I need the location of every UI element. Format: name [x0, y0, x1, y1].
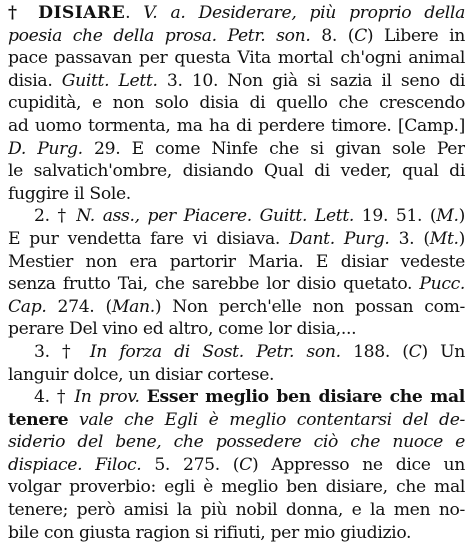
entry-line: [8, 115, 465, 138]
text-run: 5. 275. (: [141, 454, 240, 475]
text-run: 4. †: [34, 387, 75, 408]
italic-run: C: [408, 341, 422, 362]
italic-run: poesia che della prosa. Petr. son.: [8, 25, 311, 46]
text-run: ) Libere in: [366, 25, 465, 46]
entry-line: [8, 273, 465, 296]
text-run: pace passavan per questa Vita mortal ch'ogni animal: [8, 48, 465, 69]
text-run: .: [125, 3, 144, 23]
italic-run: In forza di Sost. Petr. son.: [89, 341, 341, 362]
text-run: disia.: [8, 70, 62, 91]
italic-run: Dant. Purg.: [289, 228, 390, 249]
entry-line: [8, 205, 465, 228]
italic-run: Guitt. Lett.: [61, 70, 158, 91]
text-run: volgar proverbio: egli è meglio ben disiare, che mal: [8, 477, 465, 498]
entry-line: [8, 92, 465, 115]
entry-line: [8, 499, 465, 522]
entry-line: [8, 25, 465, 48]
entry-line: [8, 138, 465, 161]
text-run: ): [458, 206, 465, 227]
text-run: cupidità, e non solo disia di quello che crescendo: [8, 93, 465, 114]
text-run: fuggire il Sole.: [8, 183, 131, 204]
headword: DISIARE: [38, 3, 126, 23]
text-run: 3. †: [34, 341, 90, 362]
text-run: bile con giusta ragion si rifiuti, per mio giudizio.: [8, 522, 412, 543]
italic-run: Mt.: [429, 228, 459, 249]
italic-run: C: [354, 25, 367, 46]
text-run: 3. (: [389, 228, 430, 249]
entry-line: [8, 70, 465, 93]
entry-line: [8, 296, 465, 319]
text-run: 188. (: [340, 341, 409, 362]
bold-run: tenere: [8, 409, 69, 430]
entry-line: [8, 160, 465, 183]
italic-run: In prov.: [74, 387, 147, 408]
text-run: ) Un: [421, 341, 465, 362]
italic-run: dispiace. Filoc.: [8, 454, 142, 475]
text-run: Mestier non era partorir Maria. E disiar vedeste: [8, 251, 465, 272]
text-run: 8. (: [310, 25, 355, 46]
bold-run: Esser meglio ben disiare che mal: [146, 387, 465, 408]
text-run: senza frutto Tai, che sarebbe lor disio quetato.: [8, 274, 420, 295]
text-run: 274. (: [46, 296, 112, 317]
entry-line: [8, 183, 465, 206]
italic-run: vale che Egli è meglio contentarsi del de-: [68, 409, 465, 430]
entry-line: [8, 431, 465, 454]
italic-run: V. a. Desiderare, più proprio della: [143, 3, 465, 23]
text-run: ) Non perch'elle non possan com-: [154, 296, 465, 317]
entry-line: [8, 454, 465, 477]
entry-text: [8, 2, 465, 544]
text-run: ) Appresso ne dice un: [251, 454, 465, 475]
entry-line: [8, 251, 465, 274]
entry-line: [8, 409, 465, 432]
italic-run: N. ass., per Piacere. Guitt. Lett.: [76, 206, 354, 227]
text-run: le salvatich'ombre, disiando Qual di veder, qual di: [8, 161, 465, 182]
entry-line: [8, 386, 465, 409]
entry-line: [8, 47, 465, 70]
text-run: 3. 10. Non già si sazia il seno di: [157, 70, 465, 91]
italic-run: Pucc.: [419, 274, 465, 295]
entry-line: [8, 364, 465, 387]
entry-line: [8, 341, 465, 364]
italic-run: Man.: [111, 296, 155, 317]
italic-run: M.: [436, 206, 459, 227]
dagger-mark: †: [8, 3, 39, 23]
italic-run: D. Purg.: [8, 138, 83, 159]
text-run: ): [458, 228, 465, 249]
text-run: E pur vendetta fare vi disiava.: [8, 228, 290, 249]
italic-run: Cap.: [8, 296, 47, 317]
entry-line: [8, 2, 465, 25]
italic-run: C: [239, 454, 252, 475]
entry-line: [8, 318, 465, 341]
text-run: 19. 51. (: [354, 206, 437, 227]
text-run: perare Del vino ed altro, come lor disia,...: [8, 319, 357, 340]
text-run: 2. †: [34, 206, 77, 227]
text-run: tenere; però amisi la più nobil donna, e la men no-: [8, 500, 465, 521]
text-run: languir dolce, un disiar cortese.: [8, 364, 275, 385]
entry-line: [8, 228, 465, 251]
text-run: ad uomo tormenta, ma ha di perdere timore. [Camp.]: [8, 115, 465, 136]
italic-run: siderio del bene, che possedere ciò che nuoce e: [8, 432, 465, 453]
entry-line: [8, 522, 465, 544]
entry-line: [8, 476, 465, 499]
text-run: 29. E come Ninfe che si givan sole Per: [82, 138, 465, 159]
